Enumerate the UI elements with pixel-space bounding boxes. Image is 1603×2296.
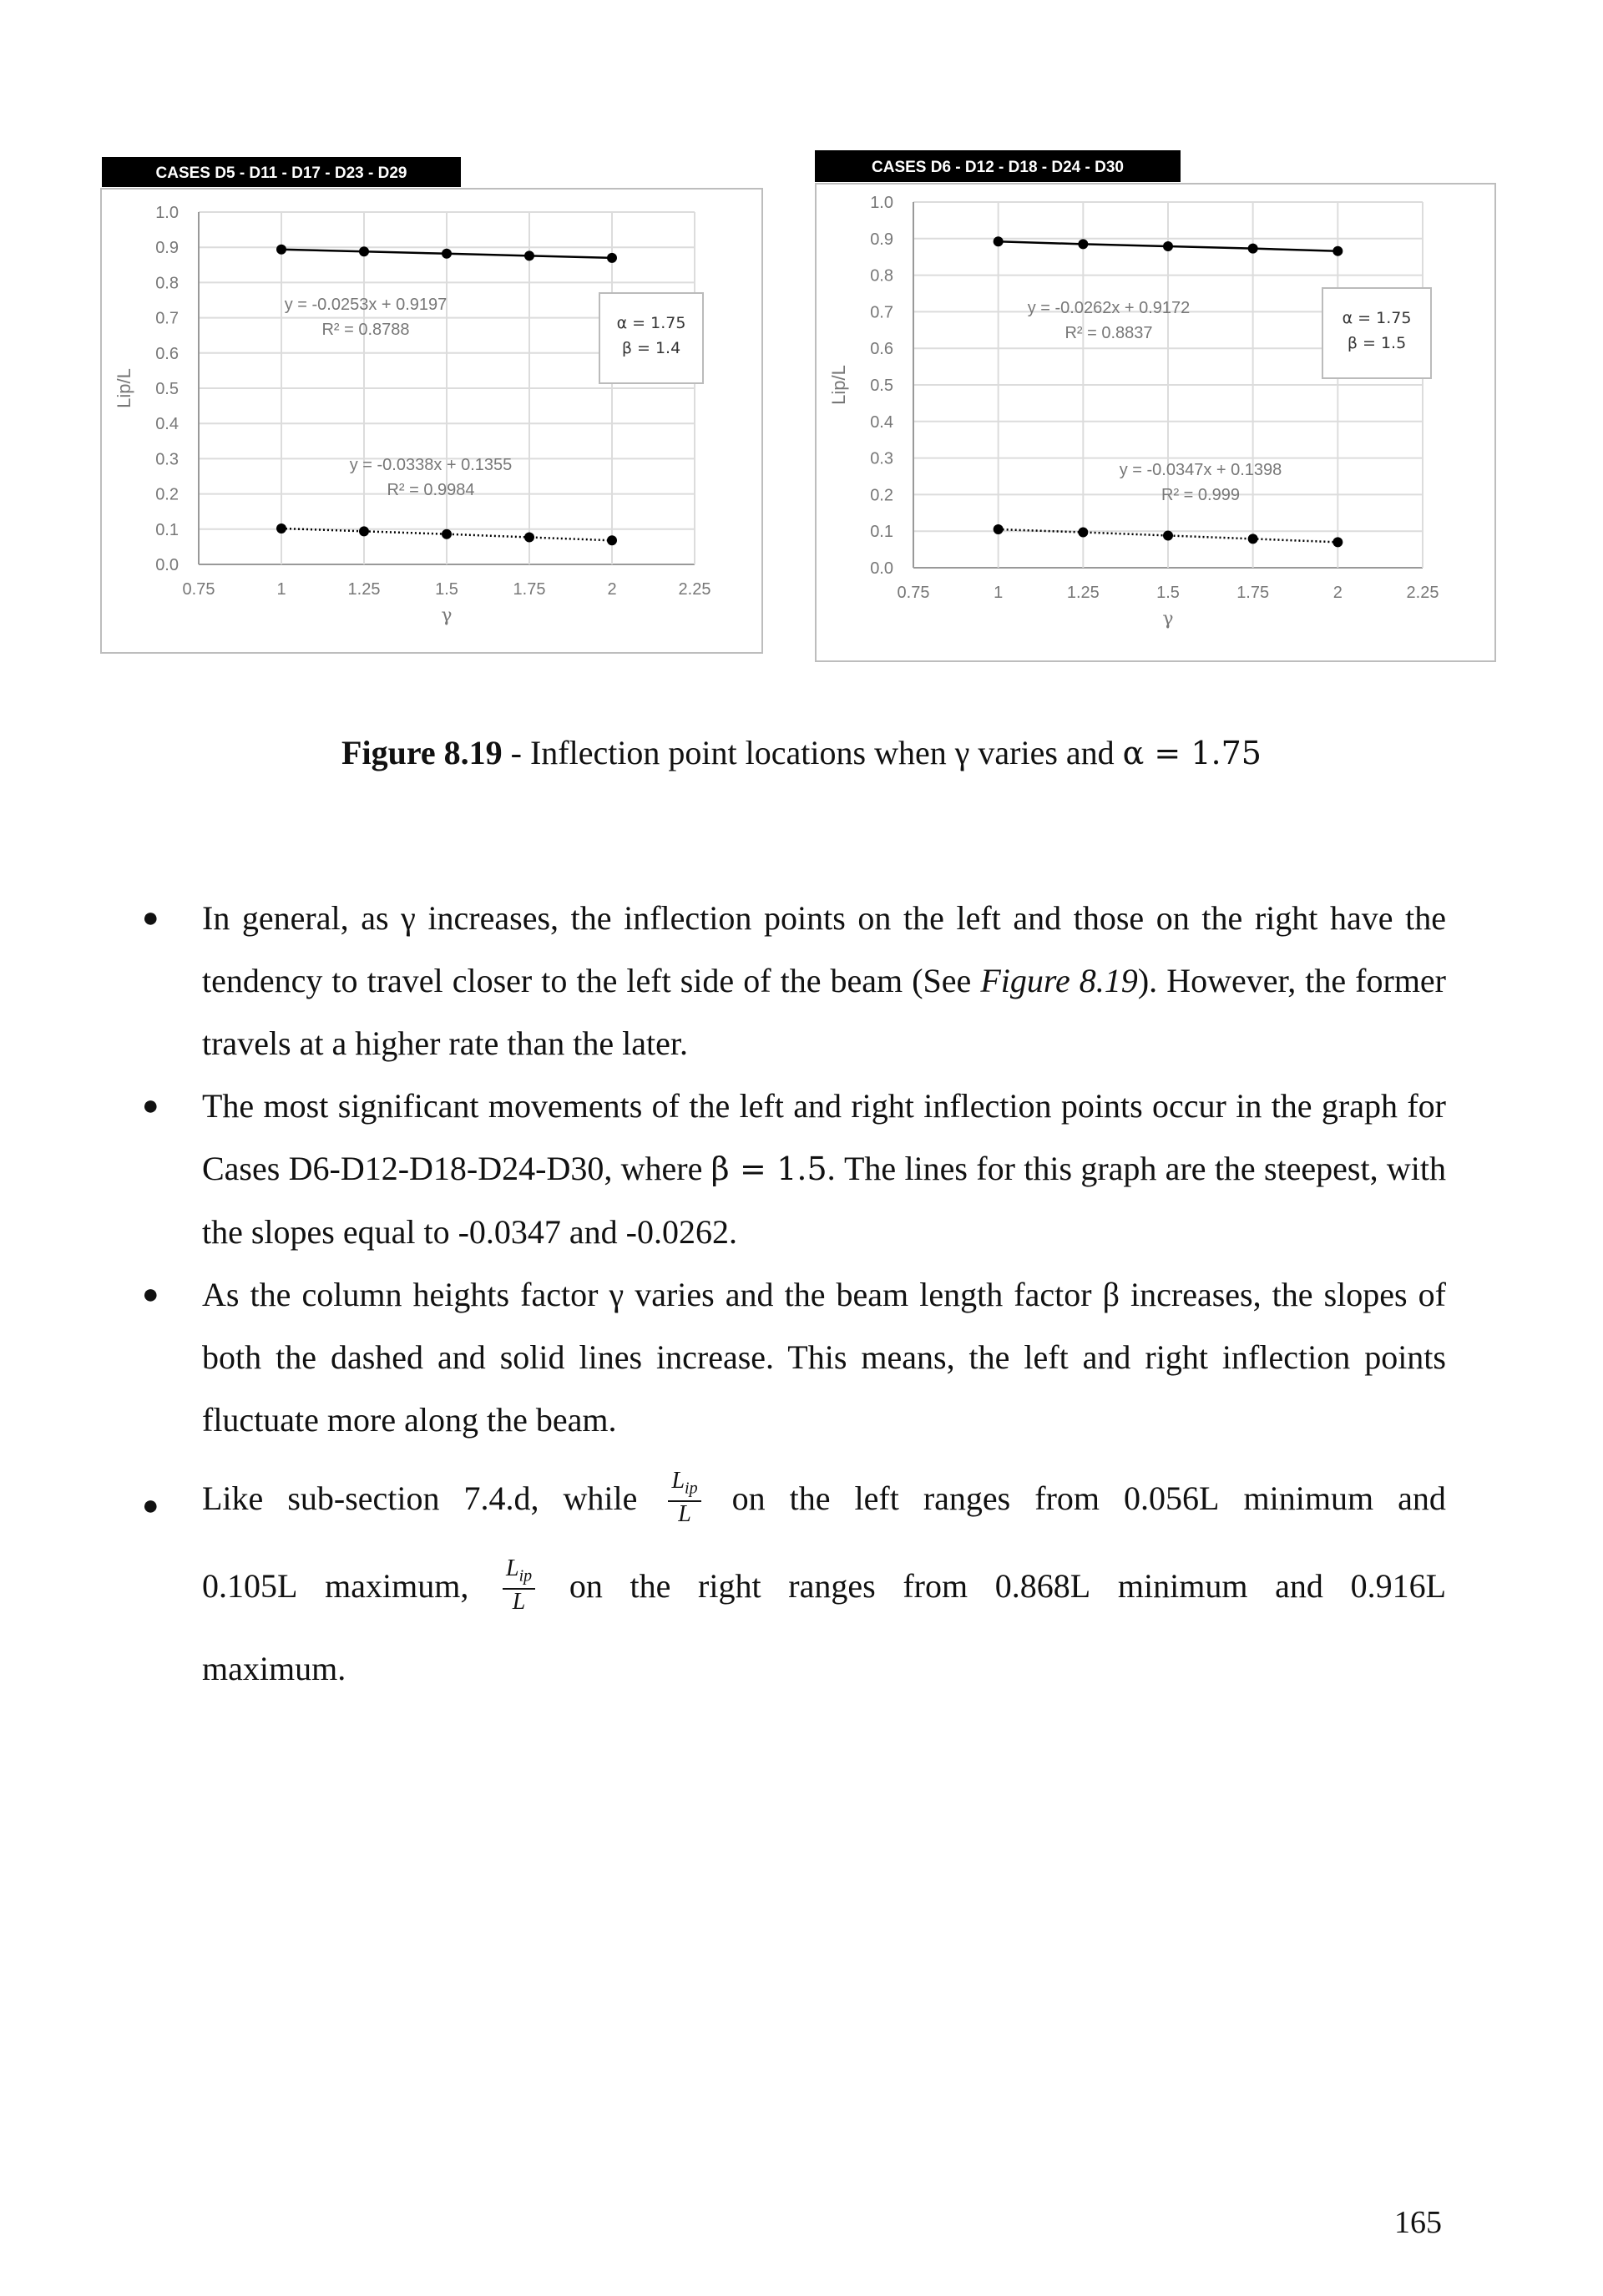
data-point [276, 245, 286, 255]
data-point [524, 533, 534, 543]
bullet-4-word: maximum, [325, 1566, 469, 1605]
parameter-label: α = 1.75 [1342, 309, 1412, 327]
bullet-4-word: on [731, 1479, 766, 1517]
bullet-item [142, 1075, 1446, 1263]
figure-label: Figure 8.19 [341, 734, 503, 771]
y-tick-label: 0.7 [870, 303, 893, 322]
bullet-4-word: while [563, 1479, 638, 1517]
x-tick-label: 1.75 [513, 580, 546, 599]
bullet-4-word: ranges [788, 1566, 876, 1605]
bullet-1-end: ). However, the former travels at a higher rate than the later. [202, 962, 1447, 1062]
data-point [1332, 246, 1343, 256]
data-point [1078, 528, 1088, 538]
bullet-4-word: 7.4.d, [463, 1479, 539, 1517]
figure-reference: Figure 8.19 [980, 962, 1138, 999]
chart-title: CASES D5 - D11 - D17 - D23 - D29 [155, 164, 407, 182]
chart-title: CASES D6 - D12 - D18 - D24 - D30 [872, 159, 1124, 176]
bullet-4-word: minimum [1243, 1479, 1374, 1517]
bullet-4-word: right [698, 1566, 761, 1605]
data-point [524, 250, 534, 260]
fraction-lip-over-l: $\frac{L_{ip}}{L}$ [503, 1556, 535, 1616]
y-tick-label: 1.0 [155, 204, 179, 222]
bullet-4-word: from [903, 1566, 968, 1605]
y-tick-label: 0.8 [870, 266, 893, 286]
x-tick-label: 2.25 [1406, 584, 1439, 602]
data-point [607, 253, 617, 263]
trendline-equation: y = -0.0262x + 0.9172 [1027, 299, 1191, 317]
data-point [607, 535, 617, 545]
data-point [359, 246, 369, 256]
data-point [442, 529, 452, 539]
bullet-dot: ● [142, 1090, 159, 1121]
x-axis-label: γ [1162, 609, 1174, 630]
trendline-equation: y = -0.0253x + 0.9197 [284, 296, 448, 314]
y-tick-label: 0.9 [155, 239, 179, 258]
bullet-dot: ● [142, 1279, 159, 1310]
x-tick-label: 2.25 [678, 580, 711, 599]
trendline-equation: y = -0.0347x + 0.1398 [1119, 461, 1282, 479]
parameter-box [1322, 288, 1431, 378]
bullet-4-line-1 [202, 1456, 1446, 1540]
bullet-4-word: and [1398, 1479, 1446, 1517]
y-tick-label: 0.9 [870, 230, 893, 249]
y-tick-label: 0.0 [155, 556, 179, 574]
y-axis-label: Lip/L [828, 365, 849, 405]
bullet-4-word: and [1275, 1566, 1323, 1605]
y-tick-label: 0.1 [870, 523, 893, 542]
data-point [994, 236, 1004, 246]
parameter-label: β = 1.4 [621, 339, 681, 357]
y-tick-label: 0.5 [870, 377, 893, 395]
x-tick-label: 1 [994, 584, 1004, 602]
bullet-4-word: Like [202, 1479, 264, 1517]
trendline-equation: y = -0.0338x + 0.1355 [349, 456, 513, 474]
x-axis-label: γ [441, 605, 453, 626]
trendline-r-squared: R² = 0.999 [1161, 486, 1240, 504]
chart-right [815, 150, 1504, 666]
bullet-4-word: the [630, 1566, 671, 1605]
bullet-1-text: In general, as γ increases, the inflection points on the left and those on the right have the tendency to travel closer to the left side of the beam (See [202, 899, 1446, 999]
bullet-4-word: the [789, 1479, 831, 1517]
bullet-4-word: sub-section [287, 1479, 440, 1517]
bullet-4-word: minimum [1117, 1566, 1248, 1605]
chart-right-svg [815, 150, 1504, 666]
y-tick-label: 0.0 [870, 559, 893, 578]
y-tick-label: 0.8 [155, 274, 179, 293]
data-point [1332, 537, 1343, 547]
bullet-4-word: 0.056L [1124, 1479, 1220, 1517]
y-tick-label: 0.5 [155, 380, 179, 398]
data-point [1163, 241, 1173, 251]
y-tick-label: 0.4 [155, 415, 179, 434]
x-tick-label: 1.25 [1066, 584, 1100, 602]
bullet-4-word: 0.916L [1350, 1566, 1446, 1605]
bullet-item [142, 1456, 1446, 1707]
x-tick-label: 1.25 [347, 580, 381, 599]
bullet-4-line-3: maximum. [202, 1650, 346, 1687]
y-axis-label: Lip/L [114, 368, 134, 408]
bullet-item [142, 1263, 1446, 1451]
x-tick-label: 2 [1332, 584, 1343, 602]
bullet-item [142, 887, 1446, 1075]
parameter-label: α = 1.75 [616, 314, 686, 332]
data-point [1248, 244, 1258, 254]
bullet-4-line-2 [202, 1540, 1446, 1631]
x-tick-label: 1.5 [435, 580, 458, 599]
y-tick-label: 0.4 [870, 412, 893, 432]
figure-caption [0, 733, 1603, 772]
figure-caption-math: α = 1.75 [1122, 735, 1262, 771]
bullet-list [142, 887, 1446, 1707]
bullet-2-math: β = 1.5 [710, 1151, 827, 1187]
parameter-box [599, 293, 703, 383]
y-tick-label: 0.7 [155, 309, 179, 328]
bullet-4-word: 0.105L [202, 1566, 298, 1605]
bullet-4-word: from [1034, 1479, 1100, 1517]
fraction-lip-over-l: $\frac{L_{ip}}{L}$ [668, 1469, 700, 1528]
y-tick-label: 0.1 [155, 520, 179, 539]
data-point [1248, 534, 1258, 544]
y-tick-label: 1.0 [870, 194, 893, 212]
figure-caption-text: - Inflection point locations when γ varies and [502, 734, 1123, 771]
chart-left [100, 157, 770, 656]
data-point [994, 524, 1004, 534]
bullet-4-word: ranges [923, 1479, 1011, 1517]
y-tick-label: 0.6 [870, 340, 893, 359]
data-point [1163, 530, 1173, 540]
chart-left-svg [100, 157, 770, 656]
x-tick-label: 0.75 [182, 580, 215, 599]
bullet-4-word: on [569, 1566, 603, 1605]
x-tick-label: 1 [276, 580, 286, 599]
data-point [442, 249, 452, 259]
y-tick-label: 0.3 [870, 449, 893, 468]
page-number: 165 [1394, 2205, 1442, 2240]
bullet-4-word: 0.868L [994, 1566, 1091, 1605]
data-point [276, 523, 286, 534]
bullet-2-end: . The lines for this graph are the steepest, with the slopes equal to -0.0347 and -0.0262. [202, 1150, 1447, 1251]
bullet-2-text: The most significant movements of the left and right inflection points occur in the graph for Cases D6-D12-D18-D24-D30, where [202, 1087, 1446, 1187]
parameter-label: β = 1.5 [1347, 334, 1407, 352]
x-tick-label: 0.75 [897, 584, 930, 602]
x-tick-label: 1.75 [1236, 584, 1270, 602]
x-tick-label: 2 [607, 580, 617, 599]
trendline-r-squared: R² = 0.8788 [321, 321, 410, 339]
bullet-dot: ● [142, 903, 159, 933]
y-tick-label: 0.6 [155, 344, 179, 363]
y-tick-label: 0.3 [155, 450, 179, 469]
bullet-dot: ● [142, 1490, 159, 1521]
trendline-r-squared: R² = 0.8837 [1064, 324, 1153, 342]
x-tick-label: 1.5 [1156, 584, 1180, 602]
bullet-4-word: left [854, 1479, 899, 1517]
data-point [1078, 239, 1088, 249]
trendline-r-squared: R² = 0.9984 [387, 481, 475, 499]
y-tick-label: 0.2 [155, 485, 179, 504]
data-point [359, 526, 369, 536]
y-tick-label: 0.2 [870, 486, 893, 505]
bullet-3-text: As the column heights factor γ varies and the beam length factor β increases, the slopes of both the dashed and solid lines increase. This means, the left and right inflection points fluctuate more along the beam. [202, 1276, 1446, 1439]
